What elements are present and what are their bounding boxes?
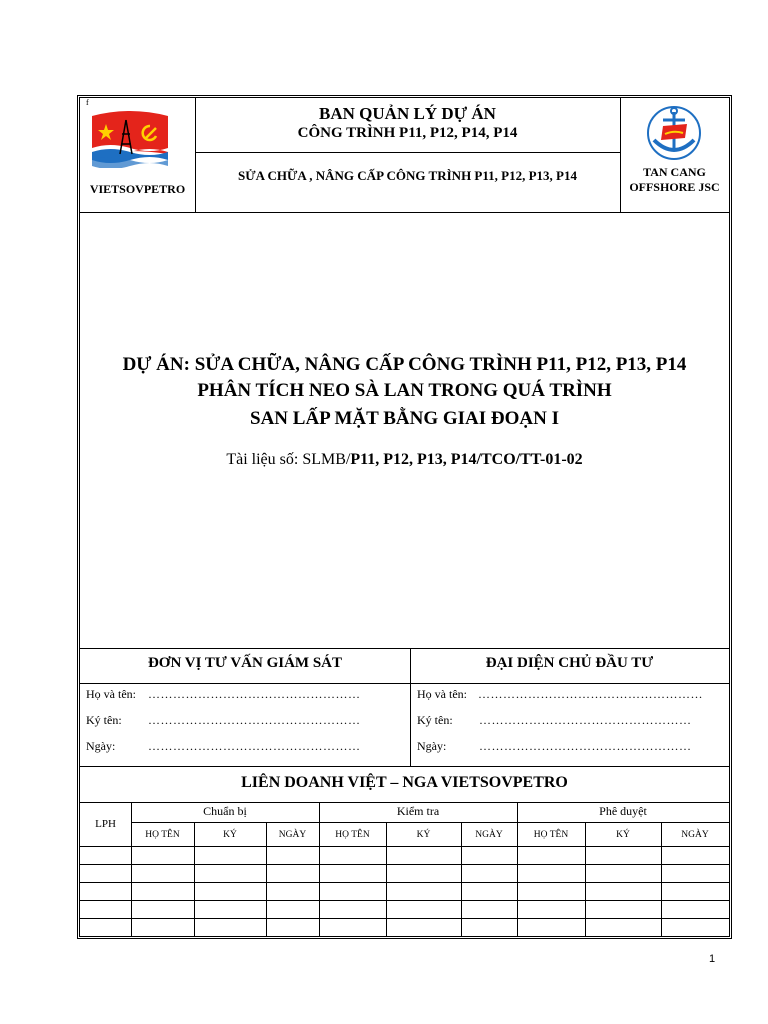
project-title: DỰ ÁN: SỬA CHỮA, NÂNG CẤP CÔNG TRÌNH P11, P12, P13, P14: [122, 354, 687, 375]
prepare-name-col: HỌ TÊN: [145, 830, 180, 840]
tan-cang-logo: [645, 104, 703, 162]
lph-label: LPH: [95, 818, 116, 830]
owner-name-field: ………………………………………………: [478, 687, 703, 701]
consultant-date-field: ……………………………………………: [148, 739, 361, 753]
owner-name-label: Họ và tên:: [417, 687, 467, 701]
document-frame: [79, 97, 730, 937]
check-sign-col: KÝ: [416, 830, 431, 840]
prepare-date-col: NGÀY: [278, 830, 307, 840]
check-date-col: NGÀY: [475, 830, 503, 840]
approve-sign-col: KÝ: [616, 830, 630, 840]
approve-name-col: HỌ TÊN: [533, 830, 569, 840]
right-org-line2: OFFSHORE JSC: [629, 180, 720, 194]
document-number-prefix: Tài liệu số: SLMB/: [226, 451, 351, 468]
owner-date-field: ……………………………………………: [479, 739, 692, 753]
page-number: 1: [709, 953, 716, 965]
right-org-line1: TAN CANG: [643, 165, 706, 179]
consultant-heading: ĐƠN VỊ TƯ VẤN GIÁM SÁT: [147, 655, 343, 671]
owner-date-label: Ngày:: [417, 739, 447, 753]
group-check: Kiểm tra: [396, 804, 440, 818]
consultant-date-label: Ngày:: [86, 739, 116, 753]
document-number: [80, 451, 729, 469]
document-title-line2: SAN LẤP MẶT BẰNG GIAI ĐOẠN I: [250, 408, 559, 429]
prepare-sign-col: KÝ: [223, 830, 237, 840]
group-prepare: Chuẩn bị: [203, 804, 247, 818]
corner-mark: f: [86, 98, 89, 107]
consultant-name-field: ……………………………………………: [148, 687, 361, 701]
header-title-line2: CÔNG TRÌNH P11, P12, P14, P14: [297, 125, 518, 141]
header-subtitle: SỬA CHỮA , NÂNG CẤP CÔNG TRÌNH P11, P12, P13, P14: [238, 168, 577, 183]
owner-heading: ĐẠI DIỆN CHỦ ĐẦU TƯ: [485, 655, 654, 671]
check-name-col: HỌ TÊN: [335, 830, 370, 840]
group-approve: Phê duyệt: [599, 804, 647, 818]
approve-date-col: NGÀY: [681, 830, 709, 840]
vietsovpetro-logo: [90, 108, 170, 168]
owner-sign-field: ……………………………………………: [479, 713, 692, 727]
consultant-sign-field: ……………………………………………: [148, 713, 361, 727]
document-number-code: P11, P12, P13, P14/TCO/TT-01-02: [350, 451, 583, 468]
company-name: LIÊN DOANH VIỆT – NGA VIETSOVPETRO: [241, 774, 568, 791]
owner-sign-label: Ký tên:: [417, 713, 453, 727]
header-title-line1: BAN QUẢN LÝ DỰ ÁN: [319, 104, 496, 123]
consultant-sign-label: Ký tên:: [86, 713, 122, 727]
left-org-name: VIETSOVPETRO: [89, 182, 186, 196]
consultant-name-label: Họ và tên:: [86, 687, 136, 701]
document-title-line1: PHÂN TÍCH NEO SÀ LAN TRONG QUÁ TRÌNH: [197, 380, 612, 401]
